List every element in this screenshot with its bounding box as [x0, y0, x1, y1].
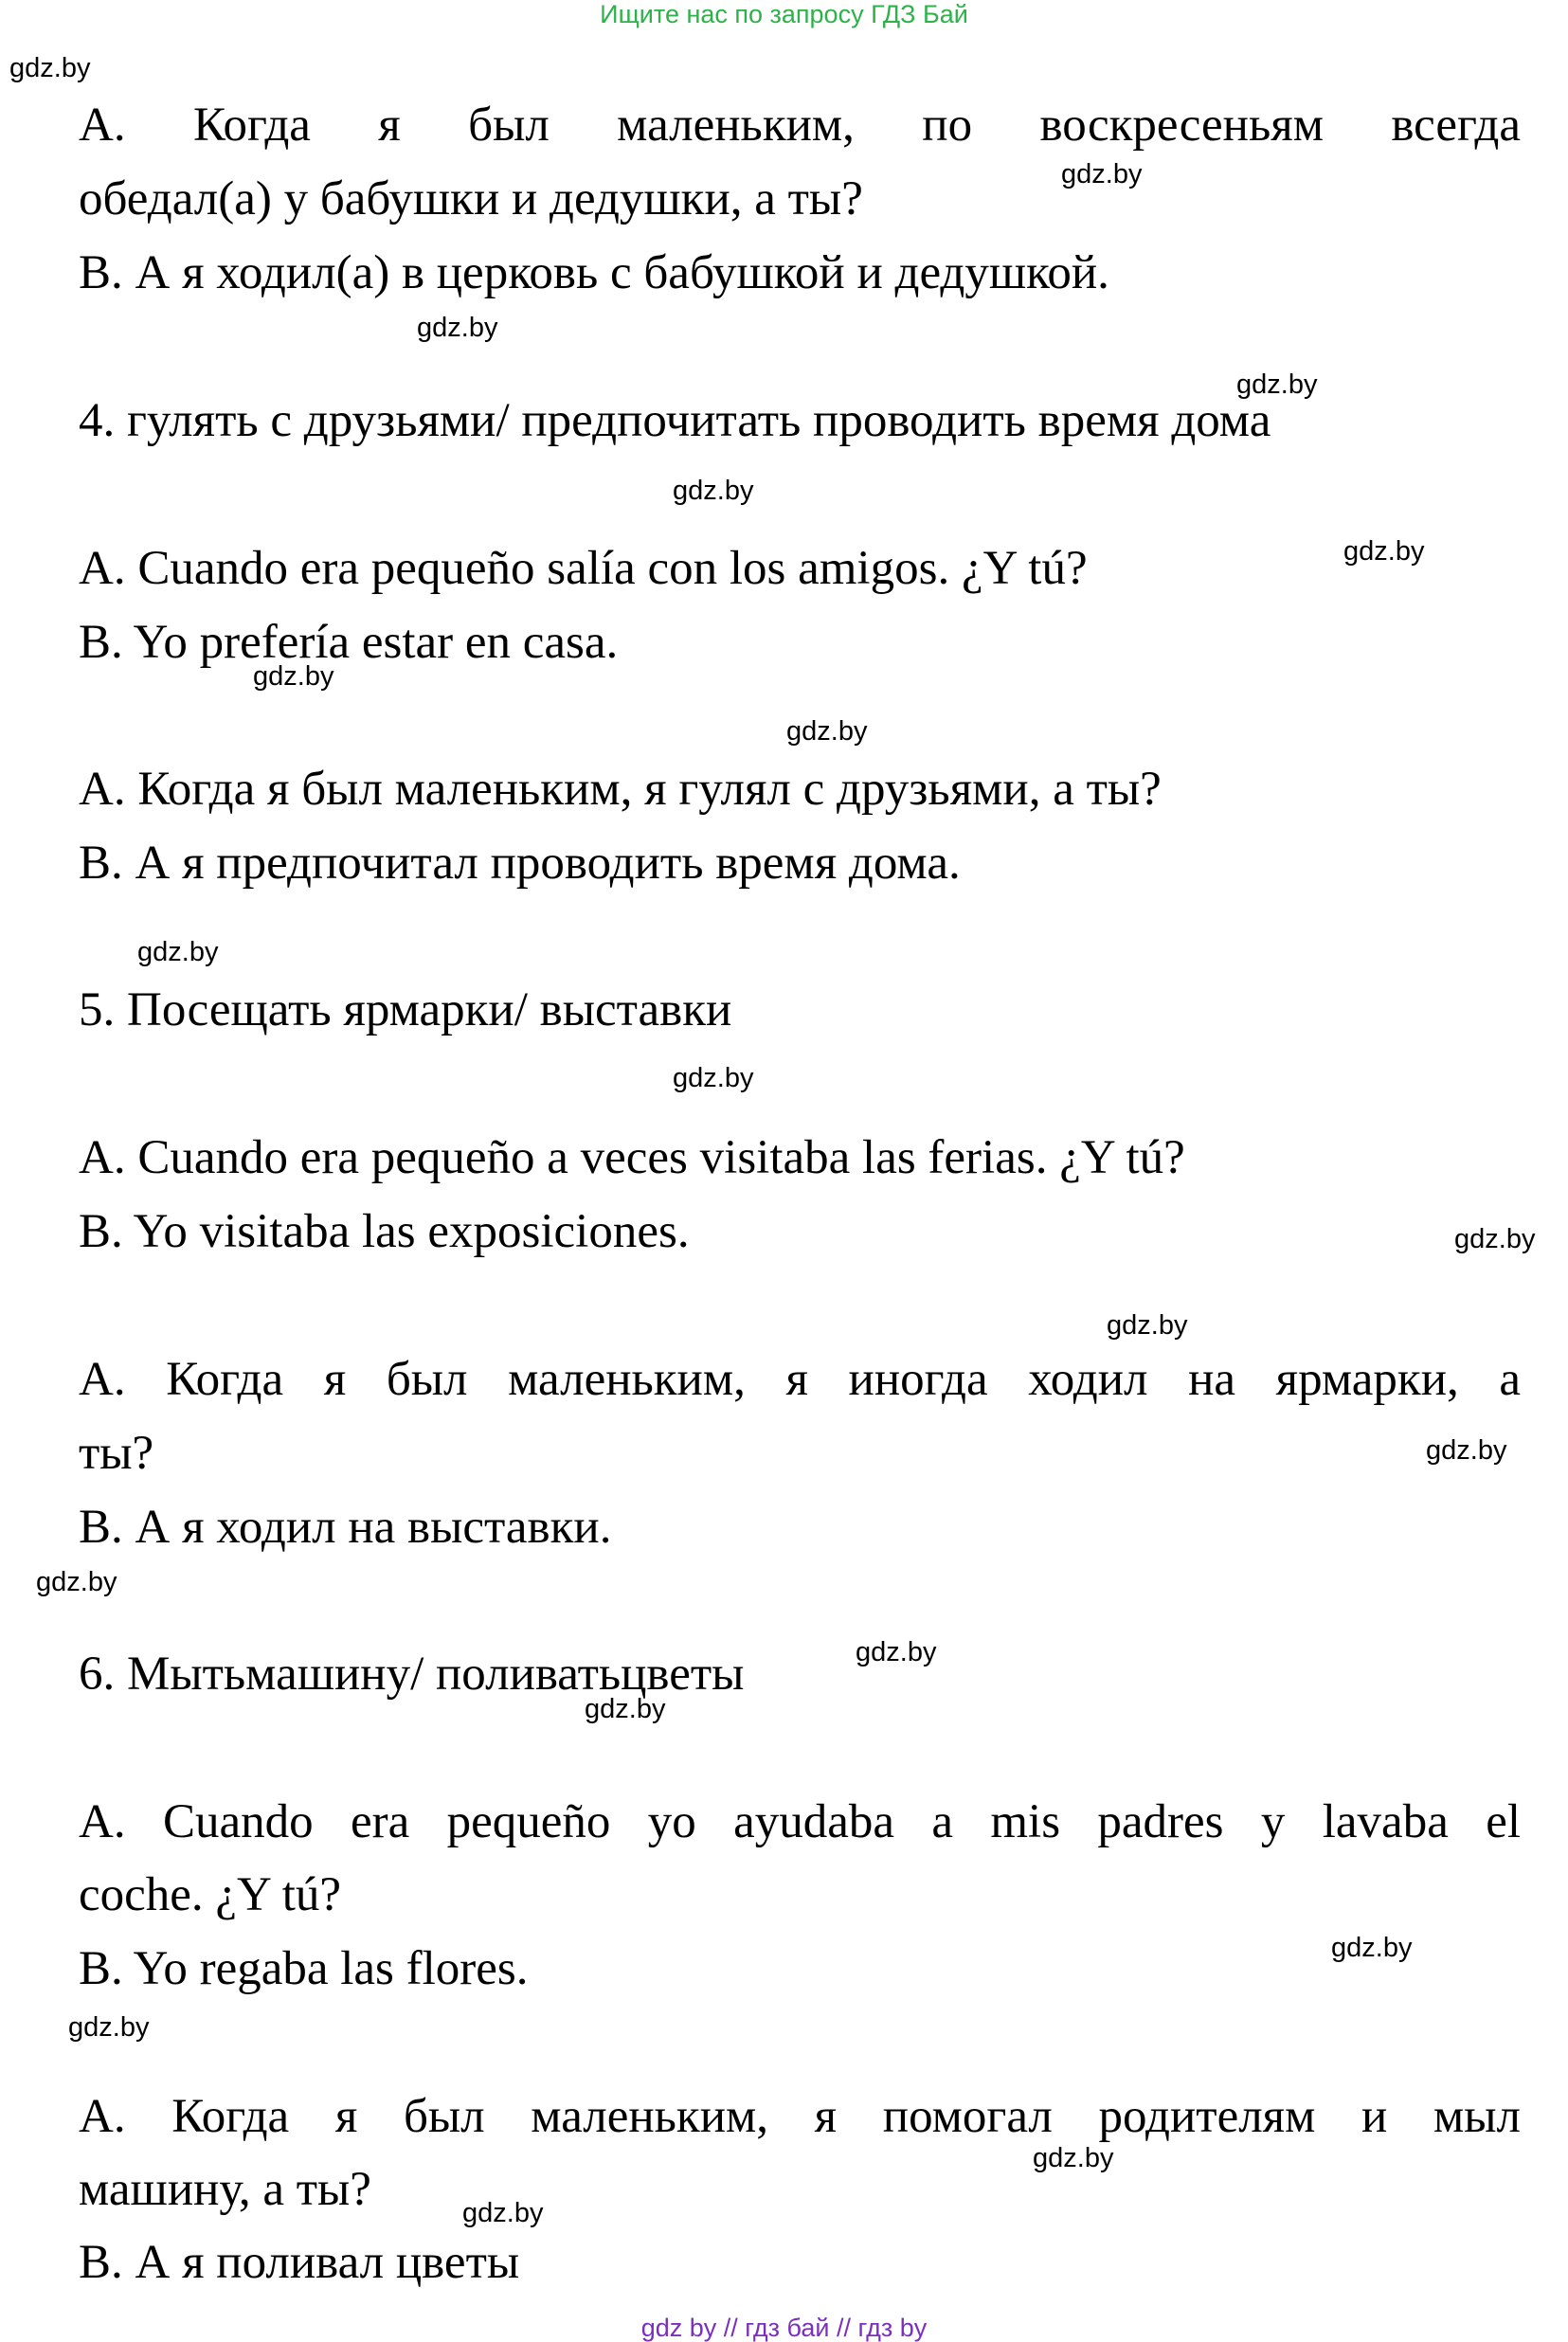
- watermark: gdz.by: [462, 2198, 544, 2228]
- exercise-item-6: 6. Мытьмашину/ поливатьцветы: [79, 1648, 745, 1701]
- dialog-line-a-es-6-cont: coche. ¿Y tú?: [79, 1868, 342, 1921]
- watermark: gdz.by: [1454, 1224, 1536, 1254]
- watermark: gdz.by: [1426, 1435, 1507, 1466]
- dialog-line-a-ru-4: A. Когда я был маленьким, я гулял с друзьями, а ты?: [79, 763, 1162, 816]
- dialog-line-a-es-4: A. Cuando era pequeño salía con los amigos. ¿Y tú?: [79, 542, 1088, 595]
- watermark: gdz.by: [1236, 369, 1318, 400]
- dialog-line-a-ru-1: A. Когда я был маленьким, по воскресеньям всегда: [79, 99, 1521, 152]
- watermark: gdz.by: [1061, 159, 1143, 189]
- watermark: gdz.by: [1343, 536, 1425, 567]
- dialog-line-a-ru-1-cont: обедал(а) у бабушки и дедушки, а ты?: [79, 172, 863, 225]
- watermark: gdz.by: [585, 1694, 666, 1724]
- watermark: gdz.by: [417, 313, 498, 343]
- dialog-line-b-es-5: B. Yo visitaba las exposiciones.: [79, 1205, 690, 1258]
- dialog-line-a-ru-5: A. Когда я был маленьким, я иногда ходил на ярмарки, а: [79, 1353, 1521, 1406]
- exercise-item-5: 5. Посещать ярмарки/ выставки: [79, 983, 732, 1036]
- watermark: gdz.by: [856, 1637, 937, 1667]
- dialog-line-b-ru-5: B. А я ходил на выставки.: [79, 1501, 612, 1554]
- watermark: gdz.by: [253, 661, 334, 692]
- dialog-line-b-ru-6: B. А я поливал цветы: [79, 2236, 520, 2289]
- dialog-line-a-es-5: A. Cuando era pequeño a veces visitaba las ferias. ¿Y tú?: [79, 1131, 1185, 1184]
- site-footer: gdz by // гдз бай // гдз by: [640, 2314, 928, 2342]
- dialog-line-a-ru-6-cont: машину, а ты?: [79, 2163, 371, 2216]
- site-banner: Ищите нас по запросу ГДЗ Бай: [600, 0, 968, 28]
- watermark: gdz.by: [137, 937, 219, 967]
- watermark: gdz.by: [9, 53, 91, 83]
- dialog-line-a-es-6: A. Cuando era pequeño yo ayudaba a mis padres y lavaba el: [79, 1795, 1521, 1848]
- dialog-line-b-es-6: B. Yo regaba las flores.: [79, 1942, 529, 1995]
- dialog-line-b-es-4: B. Yo prefería estar en casa.: [79, 616, 619, 669]
- dialog-line-a-ru-6: A. Когда я был маленьким, я помогал родителям и мыл: [79, 2090, 1521, 2143]
- watermark: gdz.by: [1033, 2143, 1114, 2173]
- dialog-line-a-ru-5-cont: ты?: [79, 1427, 154, 1480]
- watermark: gdz.by: [1331, 1933, 1413, 1963]
- watermark: gdz.by: [1107, 1310, 1188, 1341]
- watermark: gdz.by: [673, 1063, 754, 1093]
- dialog-line-b-ru-1: B. А я ходил(а) в церковь с бабушкой и дедушкой.: [79, 246, 1109, 299]
- watermark: gdz.by: [36, 1567, 117, 1597]
- exercise-item-4: 4. гулять с друзьями/ предпочитать проводить время дома: [79, 394, 1271, 447]
- watermark: gdz.by: [673, 476, 754, 506]
- dialog-line-b-ru-4: B. А я предпочитал проводить время дома.: [79, 837, 961, 890]
- watermark: gdz.by: [786, 716, 868, 747]
- watermark: gdz.by: [68, 2012, 150, 2043]
